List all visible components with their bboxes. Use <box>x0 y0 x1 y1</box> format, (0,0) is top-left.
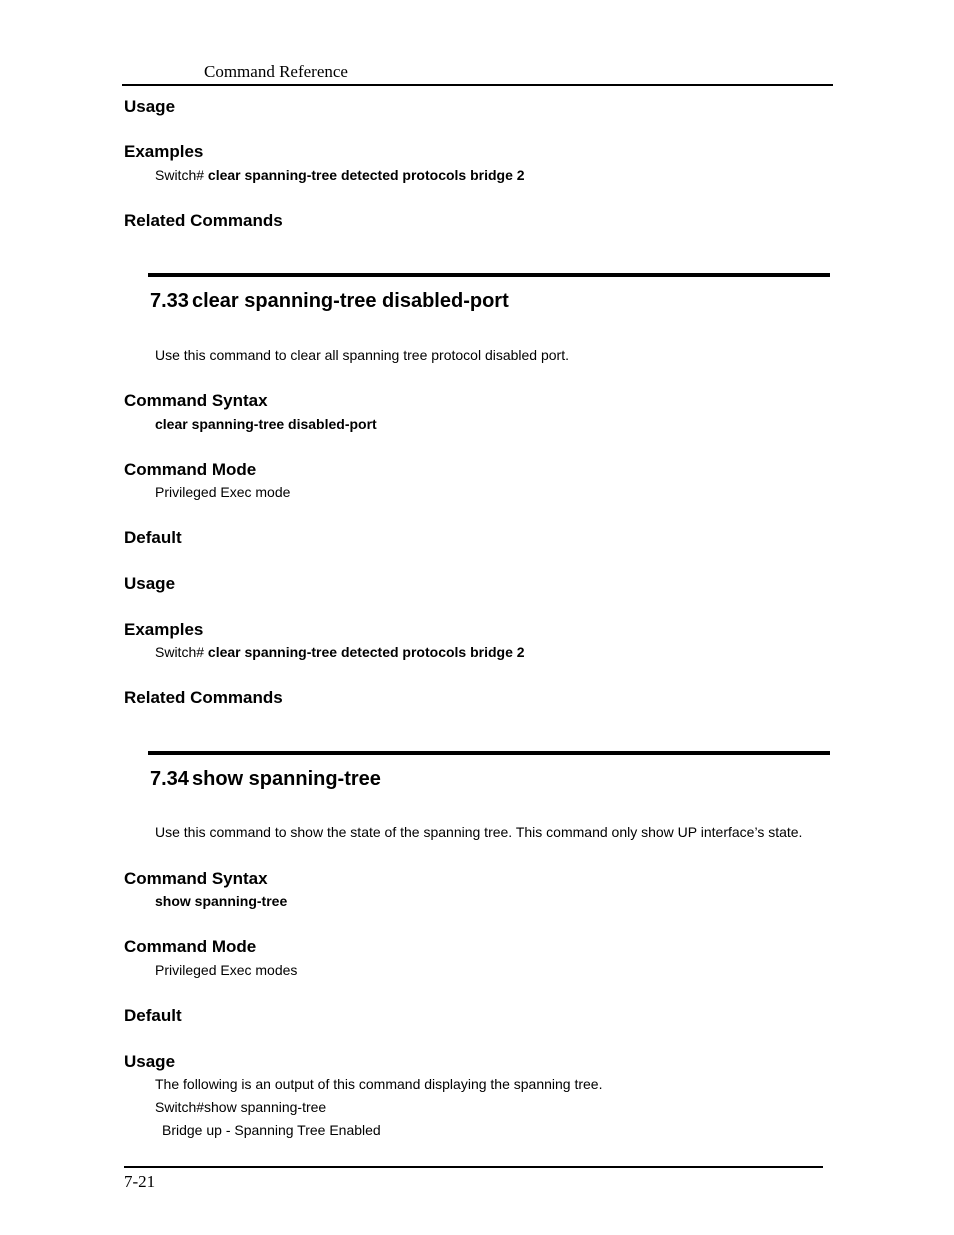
example-line <box>155 644 525 660</box>
command-mode: Privileged Exec modes <box>155 962 298 978</box>
usage-text: The following is an output of this command displaying the spanning tree. <box>155 1076 603 1092</box>
default-heading: Default <box>124 528 182 547</box>
examples-heading: Examples <box>124 620 204 639</box>
command-syntax-heading: Command Syntax <box>124 391 268 410</box>
section-rule <box>148 751 830 755</box>
command-syntax-heading: Command Syntax <box>124 869 268 888</box>
section-description: Use this command to clear all spanning tree protocol disabled port. <box>155 347 569 363</box>
usage-heading: Usage <box>124 1052 176 1071</box>
section-description: Use this command to show the state of the spanning tree. This command only show UP interface’s state. <box>155 824 803 840</box>
section-number: 7.34 <box>150 768 189 790</box>
command-syntax: clear spanning-tree disabled-port <box>155 416 377 432</box>
command-mode: Privileged Exec mode <box>155 484 291 500</box>
command-mode-heading: Command Mode <box>124 937 257 956</box>
command-syntax: show spanning-tree <box>155 893 288 909</box>
example-prompt: Switch# <box>155 167 208 183</box>
section-title: clear spanning-tree disabled-port <box>192 290 509 312</box>
default-heading: Default <box>124 1006 182 1025</box>
header-rule <box>122 84 833 86</box>
example-prompt: Switch# <box>155 644 208 660</box>
section-rule <box>148 273 830 277</box>
command-mode-heading: Command Mode <box>124 460 257 479</box>
section-number: 7.33 <box>150 290 189 312</box>
example-command: clear spanning-tree detected protocols bridge 2 <box>207 644 525 660</box>
running-header: Command Reference <box>204 62 348 81</box>
related-commands-heading: Related Commands <box>124 211 283 230</box>
examples-heading: Examples <box>124 142 204 161</box>
page-number: 7-21 <box>124 1172 156 1191</box>
section-heading <box>150 290 509 313</box>
related-commands-heading: Related Commands <box>124 688 283 707</box>
section-title: show spanning-tree <box>192 768 381 790</box>
example-command: clear spanning-tree detected protocols bridge 2 <box>207 167 525 183</box>
usage-heading: Usage <box>124 97 176 116</box>
usage-heading: Usage <box>124 574 176 593</box>
usage-output-line: Bridge up - Spanning Tree Enabled <box>162 1122 381 1138</box>
usage-output-line: Switch#show spanning-tree <box>155 1099 327 1115</box>
section-heading <box>150 768 381 791</box>
example-line <box>155 167 525 183</box>
footer-rule <box>124 1166 823 1168</box>
